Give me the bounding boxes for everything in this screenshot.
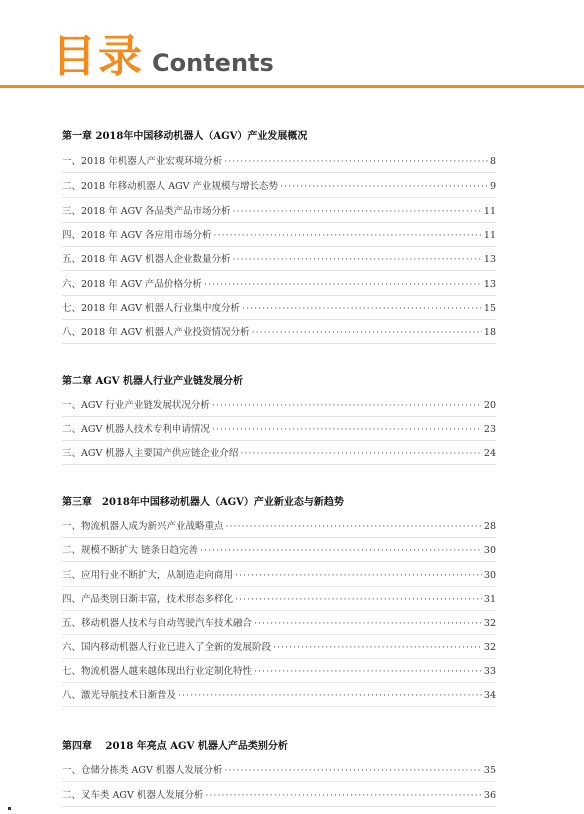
- toc-entry-page: 9: [489, 181, 496, 192]
- toc-entry-label: 七、物流机器人越来越体现出行业定制化特性: [62, 666, 253, 677]
- toc-entry-label: 六、国内移动机器人行业已进入了全新的发展阶段: [62, 642, 272, 653]
- dot-leader: [235, 592, 482, 608]
- chapter-4-title[interactable]: 第四章 2018 年亮点 AGV 机器人产品类别分析: [62, 741, 288, 752]
- entry-separator: [62, 246, 496, 247]
- toc-entry-page: 15: [483, 303, 496, 314]
- toc-entry-label: 一、物流机器人成为新兴产业战略重点: [62, 521, 224, 532]
- toc-entry[interactable]: [62, 228, 496, 244]
- toc-entry-page: 34: [483, 690, 496, 701]
- toc-entry[interactable]: [62, 616, 496, 632]
- toc-entry-label: 一、2018 年机器人产业宏观环境分析: [62, 156, 223, 167]
- toc-entry-label: 五、移动机器人技术与自动驾驶汽车技术融合: [62, 618, 253, 629]
- entry-separator: [62, 197, 496, 198]
- dot-leader: [254, 664, 482, 680]
- dot-leader: [224, 763, 482, 779]
- toc-entry-page: 18: [483, 327, 496, 338]
- chapter-3-title[interactable]: 第三章 2018年中国移动机器人（AGV）产业新业态与新趋势: [62, 497, 344, 508]
- entry-separator: [62, 172, 496, 173]
- entry-separator: [62, 343, 496, 344]
- toc-entry-label: 二、2018 年移动机器人 AGV 产业规模与增长态势: [62, 181, 279, 192]
- toc-entry-label: 八、2018 年 AGV 机器人产业投资情况分析: [62, 327, 250, 338]
- toc-entry-page: 30: [483, 570, 496, 581]
- toc-entry[interactable]: [62, 688, 496, 704]
- toc-entry-label: 二、AGV 机器人技术专利申请情况: [62, 424, 210, 435]
- page-header: [0, 0, 584, 92]
- toc-entry-page: 36: [483, 790, 496, 801]
- dot-leader: [226, 519, 482, 535]
- toc-entry[interactable]: [62, 398, 496, 414]
- toc-entry[interactable]: [62, 640, 496, 656]
- toc-entry-label: 七、2018 年 AGV 机器人行业集中度分析: [62, 303, 241, 314]
- entry-separator: [62, 806, 496, 807]
- toc-entry[interactable]: [62, 543, 496, 559]
- entry-separator: [62, 706, 496, 707]
- dot-leader: [214, 228, 482, 244]
- toc-entry-page: 31: [483, 594, 496, 605]
- toc-entry-page: 32: [483, 618, 496, 629]
- toc-entry-label: 二、叉车类 AGV 机器人发展分析: [62, 790, 204, 801]
- entry-separator: [62, 658, 496, 659]
- chapter-2-title[interactable]: 第二章 AGV 机器人行业产业链发展分析: [62, 376, 244, 387]
- toc-entry-label: 五、2018 年 AGV 机器人企业数量分析: [62, 254, 231, 265]
- title-english: Contents: [152, 49, 274, 77]
- toc-entry-label: 四、2018 年 AGV 各应用市场分析: [62, 230, 212, 241]
- dot-leader: [252, 325, 482, 341]
- toc-entry-label: 三、AGV 机器人主要国产供应链企业介绍: [62, 448, 239, 459]
- toc-entry-label: 二、规模不断扩大 链条日趋完善: [62, 545, 199, 556]
- toc-entry[interactable]: [62, 325, 496, 341]
- dot-leader: [254, 616, 482, 632]
- toc-entry-page: 13: [483, 279, 496, 290]
- toc-entry-page: 24: [483, 448, 496, 459]
- toc-entry-page: 30: [483, 545, 496, 556]
- toc-entry[interactable]: [62, 446, 496, 462]
- dot-leader: [240, 446, 482, 462]
- toc-entry-page: 8: [489, 156, 496, 167]
- toc-entry[interactable]: [62, 788, 496, 804]
- dot-leader: [235, 568, 482, 584]
- toc-entry[interactable]: [62, 592, 496, 608]
- chapter-1-title[interactable]: 第一章 2018年中国移动机器人（AGV）产业发展概况: [62, 131, 308, 142]
- entry-separator: [62, 537, 496, 538]
- toc-entry[interactable]: [62, 301, 496, 317]
- toc-entry-label: 六、2018 年 AGV 产品价格分析: [62, 279, 203, 290]
- dot-leader: [212, 422, 482, 438]
- dot-leader: [273, 640, 482, 656]
- toc-entry-page: 32: [483, 642, 496, 653]
- entry-separator: [62, 222, 496, 223]
- entry-separator: [62, 561, 496, 562]
- entry-separator: [62, 634, 496, 635]
- entry-separator: [62, 440, 496, 441]
- toc-entry-page: 33: [483, 666, 496, 677]
- entry-separator: [62, 682, 496, 683]
- entry-separator: [62, 319, 496, 320]
- entry-separator: [62, 416, 496, 417]
- toc-entry-page: 11: [483, 230, 496, 241]
- entry-separator: [62, 270, 496, 271]
- toc-entry-page: 28: [483, 521, 496, 532]
- toc-entry-label: 一、仓储分拣类 AGV 机器人发展分析: [62, 765, 223, 776]
- toc-entry[interactable]: [62, 664, 496, 680]
- dot-leader: [224, 154, 488, 170]
- toc-entry-page: 13: [483, 254, 496, 265]
- toc-entry[interactable]: [62, 763, 496, 779]
- dot-leader: [280, 179, 488, 195]
- toc-entry-label: 四、产品类别日渐丰富，技术形态多样化: [62, 594, 234, 605]
- toc-entry-label: 八、激光导航技术日渐普及: [62, 690, 177, 701]
- entry-separator: [62, 610, 496, 611]
- toc-entry[interactable]: [62, 179, 496, 195]
- page-corner-mark: [8, 807, 11, 810]
- title-chinese: 目录: [52, 31, 144, 82]
- toc-entry[interactable]: [62, 568, 496, 584]
- entry-separator: [62, 464, 496, 465]
- dot-leader: [233, 252, 482, 268]
- toc-entry[interactable]: [62, 252, 496, 268]
- dot-leader: [200, 543, 482, 559]
- toc-entry[interactable]: [62, 519, 496, 535]
- dot-leader: [212, 398, 482, 414]
- entry-separator: [62, 586, 496, 587]
- dot-leader: [178, 688, 482, 704]
- toc-entry[interactable]: [62, 204, 496, 220]
- dot-leader: [204, 277, 482, 293]
- toc-entry-page: 35: [483, 765, 496, 776]
- entry-separator: [62, 781, 496, 782]
- toc-entry-label: 一、AGV 行业产业链发展状况分析: [62, 400, 210, 411]
- toc-entry[interactable]: [62, 154, 496, 170]
- toc-entry-page: 20: [483, 400, 496, 411]
- toc-entry-page: 23: [483, 424, 496, 435]
- toc-entry[interactable]: [62, 422, 496, 438]
- dot-leader: [233, 204, 482, 220]
- dot-leader: [205, 788, 482, 804]
- header-divider: [0, 85, 584, 88]
- toc-entry-page: 11: [483, 206, 496, 217]
- toc-entry[interactable]: [62, 277, 496, 293]
- toc-entry-label: 三、应用行业不断扩大，从制造走向商用: [62, 570, 234, 581]
- toc-entry-label: 三、2018 年 AGV 各品类产品市场分析: [62, 206, 231, 217]
- dot-leader: [242, 301, 482, 317]
- entry-separator: [62, 295, 496, 296]
